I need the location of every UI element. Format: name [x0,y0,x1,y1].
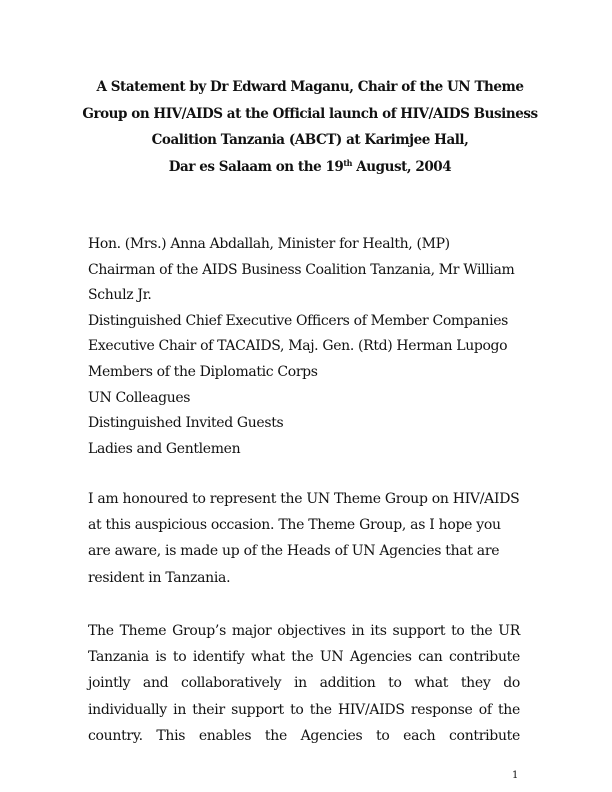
salutation-line: UN Colleagues [88,389,191,406]
salutation-line: Hon. (Mrs.) Anna Abdallah, Minister for Health, (MP) [88,236,450,252]
title-date-prefix: Dar es Salaam on the 19 [168,158,344,175]
paragraph-line: Tanzania is to identify what the UN Agencies can contribute [88,649,520,666]
salutation-line: Ladies and Gentlemen [88,440,241,457]
paragraph-line: jointly and collaboratively in addition to what they do [88,675,520,692]
salutation-line: Distinguished Invited Guests [88,415,284,432]
paragraph-line: at this auspicious occasion. The Theme Group, as I hope you [88,517,501,534]
salutation-line: Chairman of the AIDS Business Coalition Tanzania, Mr William [88,261,515,278]
paragraph-line: I am honoured to represent the UN Theme Group on HIV/AIDS [88,491,520,507]
paragraph-introduction [88,486,520,591]
page-number: 1 [512,770,519,781]
paragraph-line: The Theme Group’s major objectives in its support to the UR [88,623,520,639]
salutations-list [88,232,528,462]
salutation-line: Distinguished Chief Executive Officers of Member Companies [88,312,508,329]
salutation-line: Schulz Jr. [88,287,152,304]
statement-title [70,74,550,180]
title-line-4 [70,154,550,181]
paragraph-line: country. This enables the Agencies to each contribute [88,727,520,744]
title-line-2: Group on HIV/AIDS at the Official launch of HIV/AIDS Business [82,105,538,122]
title-line-1: A Statement by Dr Edward Maganu, Chair of the UN Theme [96,79,524,95]
salutation-line: Executive Chair of TACAIDS, Maj. Gen. (Rtd) Herman Lupogo [88,338,508,355]
title-line-3: Coalition Tanzania (ABCT) at Karimjee Hall, [151,132,469,148]
paragraph-line: resident in Tanzania. [88,569,231,586]
paragraph-objectives [88,618,520,749]
paragraph-line: individually in their support to the HIV/AIDS response of the [88,701,520,718]
salutation-line: Members of the Diplomatic Corps [88,363,318,380]
paragraph-line: are aware, is made up of the Heads of UN Agencies that are [88,543,500,560]
title-date-suffix: August, 2004 [351,158,452,175]
title-date-superscript: th [343,157,352,168]
